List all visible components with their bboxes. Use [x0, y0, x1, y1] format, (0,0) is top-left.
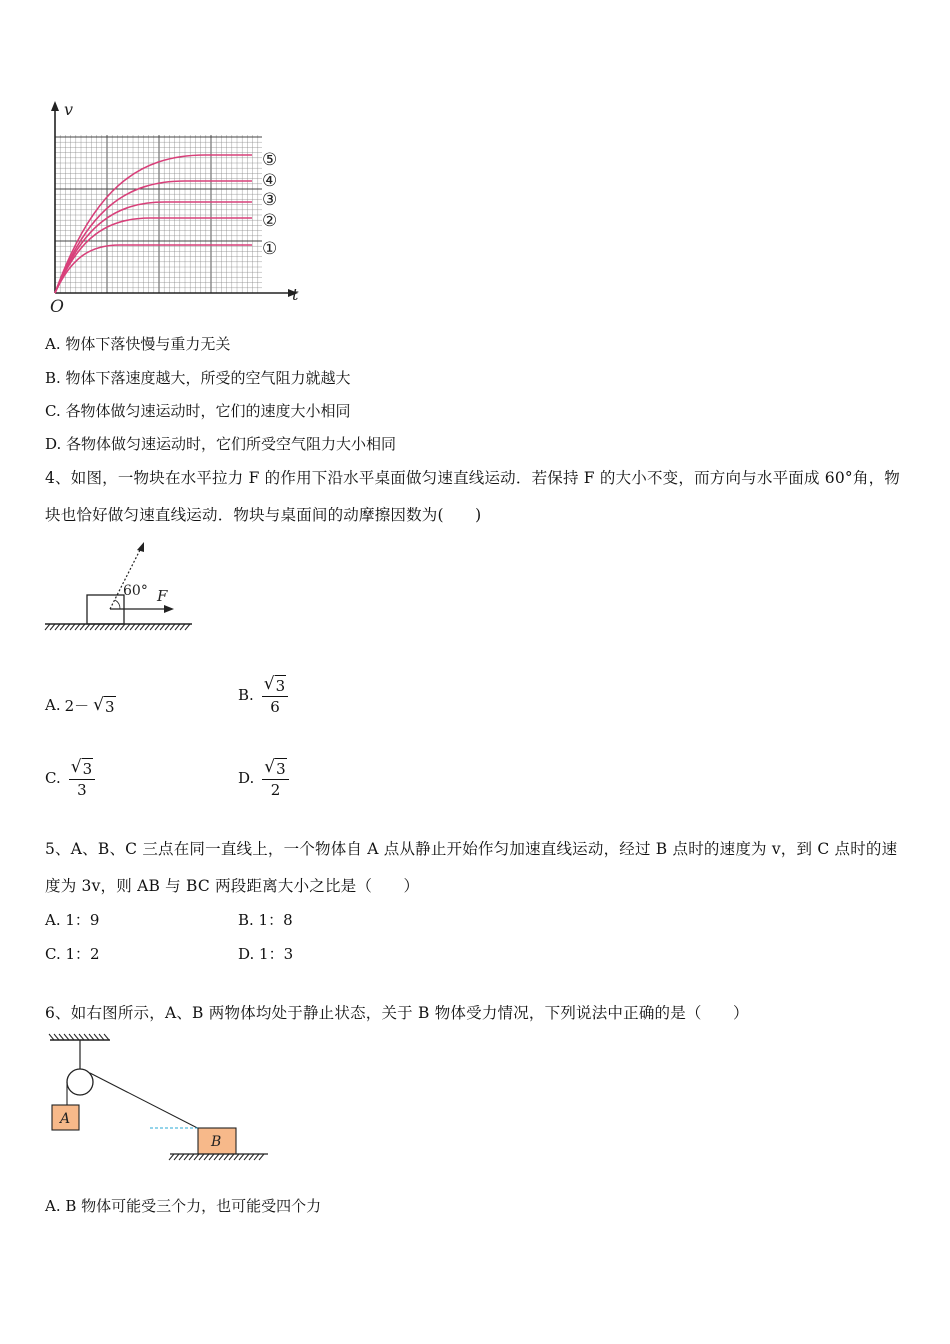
q4-option-c-label: C. [45, 768, 61, 787]
hatch-stroke [204, 1154, 209, 1160]
hatch-stroke [179, 1154, 184, 1160]
hatch-stroke [249, 1154, 254, 1160]
y-axis-arrow [51, 101, 59, 111]
y-axis-label: v [64, 100, 74, 119]
q4-option-b-radicand: 3 [275, 677, 286, 695]
q3-option-a: A. 物体下落快慢与重力无关 [45, 335, 231, 353]
q4-option-b-fraction: √ 3 6 [262, 673, 288, 716]
q6-option-a: A. B 物体可能受三个力，也可能受四个力 [45, 1197, 322, 1215]
hatch-stroke [99, 1034, 104, 1040]
hatch-stroke [155, 624, 160, 630]
q4-option-c-fraction: √ 3 3 [69, 756, 95, 799]
ceiling-hatching [49, 1034, 109, 1040]
hatch-stroke [170, 624, 175, 630]
angle-label: 60° [123, 583, 148, 599]
hatch-stroke [185, 624, 190, 630]
q4-option-c-radicand: 3 [82, 760, 93, 778]
block-a-label: A [60, 1111, 71, 1127]
hatch-stroke [239, 1154, 244, 1160]
hatch-stroke [105, 624, 110, 630]
hatch-stroke [80, 624, 85, 630]
q5-stem-line2: 度为 3v，则 AB 与 BC 两段距离大小之比是（ ） [45, 877, 420, 895]
curve-label-1: ① [262, 239, 278, 259]
hatch-stroke [219, 1154, 224, 1160]
q4-option-b [238, 673, 288, 716]
hatch-stroke [175, 624, 180, 630]
velocity-curve-4 [55, 181, 252, 293]
hatch-stroke [125, 624, 130, 630]
hatch-stroke [229, 1154, 234, 1160]
q4-option-a-radicand: 3 [105, 698, 115, 716]
hatch-stroke [120, 624, 125, 630]
curve-label-2: ② [262, 211, 278, 231]
hatch-stroke [84, 1034, 89, 1040]
q3-option-b: B. 物体下落速度越大，所受的空气阻力就越大 [45, 369, 351, 387]
hatch-stroke [130, 624, 135, 630]
hatch-stroke [79, 1034, 84, 1040]
hatch-stroke [180, 624, 185, 630]
hatch-stroke [254, 1154, 259, 1160]
q5-option-c: C. 1：2 [45, 945, 100, 963]
q4-option-c-denominator: 3 [77, 781, 87, 799]
hatch-stroke [169, 1154, 174, 1160]
hatch-stroke [234, 1154, 239, 1160]
hatch-stroke [65, 624, 70, 630]
q3-option-c: C. 各物体做匀速运动时，它们的速度大小相同 [45, 402, 351, 420]
velocity-curve-3 [55, 202, 252, 293]
q4-stem-line2: 块也恰好做匀速直线运动．物块与桌面间的动摩擦因数为( ) [45, 506, 482, 524]
q5-stem-line1: 5、A、B、C 三点在同一直线上，一个物体自 A 点从静止开始作匀加速直线运动，经过 B 点时的速度为 v，到 C 点时的速 [45, 840, 898, 858]
block-b-label: B [211, 1134, 222, 1150]
curve-label-4: ④ [262, 171, 278, 191]
hatch-stroke [49, 1034, 54, 1040]
hatch-stroke [160, 624, 165, 630]
hatch-stroke [85, 624, 90, 630]
q6-stem: 6、如右图所示，A、B 两物体均处于静止状态，关于 B 物体受力情况，下列说法中正确的是（ ） [45, 1004, 749, 1022]
q5-option-b: B. 1：8 [238, 911, 293, 929]
hatch-stroke [145, 624, 150, 630]
hatch-stroke [135, 624, 140, 630]
q4-option-a-label: A. [45, 696, 61, 714]
hatch-stroke [209, 1154, 214, 1160]
hatch-stroke [74, 1034, 79, 1040]
pulley-wheel [67, 1069, 93, 1095]
horizontal-force-arrowhead [164, 605, 174, 613]
origin-label: O [50, 297, 64, 317]
hatch-stroke [59, 1034, 64, 1040]
hatch-stroke [184, 1154, 189, 1160]
force-label: F [157, 587, 168, 605]
angle-arc [115, 600, 120, 609]
q4-option-d-denominator: 2 [270, 781, 281, 799]
velocity-time-graph [40, 95, 315, 320]
pulley-figure [40, 1032, 280, 1167]
hatch-stroke [90, 624, 95, 630]
q4-option-a [45, 694, 116, 716]
hatch-stroke [110, 624, 115, 630]
q5-option-a: A. 1：9 [45, 911, 100, 929]
q4-stem-line1: 4、如图，一物块在水平拉力 F 的作用下沿水平桌面做匀速直线运动．若保持 F 的大小不变，而方向与水平面成 60°角，物 [45, 469, 900, 487]
hatch-stroke [89, 1034, 94, 1040]
hatch-stroke [100, 624, 105, 630]
table-hatching [45, 624, 190, 630]
hatch-stroke [199, 1154, 204, 1160]
rope-to-b [90, 1073, 215, 1137]
q4-option-d [238, 756, 289, 799]
hatch-stroke [94, 1034, 99, 1040]
q3-option-d: D. 各物体做匀速运动时，它们所受空气阻力大小相同 [45, 435, 397, 453]
floor-hatching [169, 1154, 264, 1160]
hatch-stroke [104, 1034, 109, 1040]
hatch-stroke [214, 1154, 219, 1160]
block-force-figure [40, 535, 200, 635]
hatch-stroke [224, 1154, 229, 1160]
hatch-stroke [244, 1154, 249, 1160]
q4-option-d-label: D. [238, 768, 255, 787]
hatch-stroke [165, 624, 170, 630]
q4-option-a-text: 2－ [64, 696, 90, 715]
hatch-stroke [70, 624, 75, 630]
inclined-force-arrowhead [137, 542, 144, 552]
curve-label-5: ⑤ [262, 150, 278, 170]
x-axis-label: t [292, 285, 299, 304]
hatch-stroke [54, 1034, 59, 1040]
velocity-curve-1 [55, 245, 252, 293]
q4-option-d-radicand: 3 [276, 760, 286, 778]
hatch-stroke [115, 624, 120, 630]
radical-sign: √ [93, 695, 104, 715]
hatch-stroke [50, 624, 55, 630]
hatch-stroke [69, 1034, 74, 1040]
q5-option-d: D. 1：3 [238, 945, 294, 963]
q4-option-b-label: B. [238, 685, 254, 704]
q4-option-d-fraction: √ 3 2 [262, 756, 288, 799]
graph-grid [55, 135, 262, 293]
hatch-stroke [75, 624, 80, 630]
q4-option-b-denominator: 6 [270, 698, 280, 716]
hatch-stroke [60, 624, 65, 630]
q4-option-c [45, 756, 95, 799]
hatch-stroke [189, 1154, 194, 1160]
hatch-stroke [95, 624, 100, 630]
hatch-stroke [45, 624, 50, 630]
inclined-force-line [110, 548, 141, 609]
hatch-stroke [194, 1154, 199, 1160]
hatch-stroke [55, 624, 60, 630]
hatch-stroke [259, 1154, 264, 1160]
curve-label-3: ③ [262, 190, 278, 210]
hatch-stroke [140, 624, 145, 630]
hatch-stroke [64, 1034, 69, 1040]
hatch-stroke [150, 624, 155, 630]
hatch-stroke [174, 1154, 179, 1160]
q4-option-a-sqrt [93, 694, 115, 716]
